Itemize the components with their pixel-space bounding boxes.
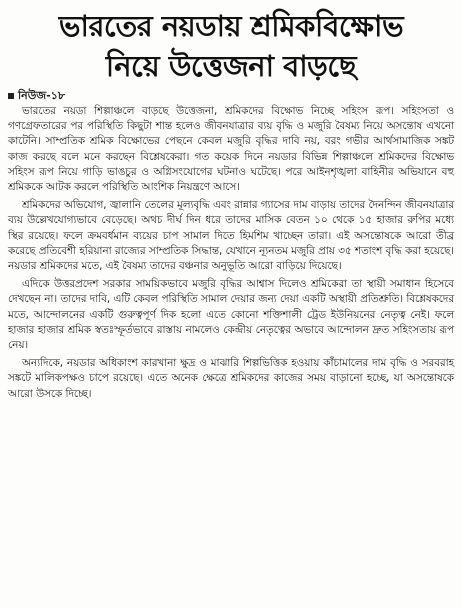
article-body [8,104,454,402]
article-paragraph: ভারতের নয়ডা শিল্পাঞ্চলে বাড়ছে উত্তেজনা, শ্রমিকদের বিক্ষোভ নিচ্ছে সহিংস রূপ। সহিংসতা ও গণগ্রেফতারের পর পরিস্থিতি কিছুটা শান্ত হলেও জীবনযাত্রার ব্যয় বৃদ্ধি ও মজুরি বৈষম্য নিয়ে অসন্তোষ এখনো কাটেনি। সাম্প্রতিক শ্রমিক বিক্ষোভের পেছনে কেবল মজুরি বৃদ্ধির দাবি নয়, বরং গভীর আর্থসামাজিক সঙ্কট কাজ করছে বলে মনে করছেন বিশ্লেষকেরা। গত কয়েক দিনে নয়ডার বিভিন্ন শিল্পাঞ্চলে শ্রমিকদের বিক্ষোভ সহিংস রূপ নিয়ে গাড়ি ভাঙচুর ও অগ্নিসংযোগের ঘটনাও ঘটেছে। পরে আইনশৃঙ্খলা বাহিনীর অভিযানে বহু শ্রমিককে আটক করলে পরিস্থিতি আংশিক নিয়ন্ত্রণে আসে। [8,105,454,194]
dateline-source: নিউজ-১৮ [18,89,65,102]
headline-line-1: ভারতের নয়ডায় শ্রমিকবিক্ষোভ [58,9,404,43]
headline-line-2: নিয়ে উত্তেজনা বাড়ছে [105,49,357,83]
square-bullet-icon [8,93,14,99]
article-paragraph: অন্যদিকে, নয়ডার অধিকাংশ কারখানা ক্ষুদ্র ও মাঝারি শিল্পভিত্তিক হওয়ায় কাঁচামালের দাম বৃদ্ধি ও সরবরাহ সঙ্কটে মালিকপক্ষও চাপে রয়েছে। এতে অনেক ক্ষেত্রে শ্রমিকদের কাজের সময় বাড়ানো হচ্ছে, যা অসন্তোষকে আরো উসকে দিচ্ছে। [8,357,454,400]
headline [8,6,454,86]
article-paragraph: শ্রমিকদের অভিযোগ, জ্বালানি তেলের মূল্যবৃদ্ধি এবং রান্নার গ্যাসের দাম বাড়ায় তাদের দৈনন্দিন জীবনযাত্রার ব্যয় উল্লেখযোগ্যভাবে বেড়েছে। অথচ দীর্ঘ দিন ধরে তাদের মাসিক বেতন ১০ থেকে ১৫ হাজার রুপির মধ্যে স্থির রয়েছে। ফলে ক্রমবর্ধমান ব্যয়ের চাপ সামাল দিতে হিমশিম খাচ্ছেন তারা। এই অসন্তোষকে আরো তীব্র করেছে প্রতিবেশী হরিয়ানা রাজ্যের সাম্প্রতিক সিদ্ধান্ত, যেখানে ন্যূনতম মজুরি প্রায় ৩৫ শতাংশ বৃদ্ধি করা হয়েছে। নয়ডার শ্রমিকদের মতে, এই বৈষম্য তাদের বঞ্চনার অনুভূতি আরো বাড়িয়ে দিয়েছে। [8,199,454,273]
dateline [8,89,454,103]
article-paragraph: এদিকে উত্তরপ্রদেশ সরকার সাময়িকভাবে মজুরি বৃদ্ধির আশ্বাস দিলেও শ্রমিকেরা তা স্থায়ী সমাধান হিসেবে দেখছেন না। তাদের দাবি, এটি কেবল পরিস্থিতি সামাল দেয়ার জন্য দেয়া একটি অস্থায়ী প্রতিশ্রুতি। বিশ্লেষকদের মতে, আন্দোলনের একটি গুরুত্বপূর্ণ দিক হলো এতে কোনো শক্তিশালী ট্রেড ইউনিয়নের নেতৃত্ব নেই। ফলে হাজার হাজার শ্রমিক স্বতঃস্ফূর্তভাবে রাস্তায় নামলেও কেন্দ্রীয় নেতৃত্বের অভাবে আন্দোলন দ্রুত সহিংসতায় রূপ নেয়। [8,278,454,352]
